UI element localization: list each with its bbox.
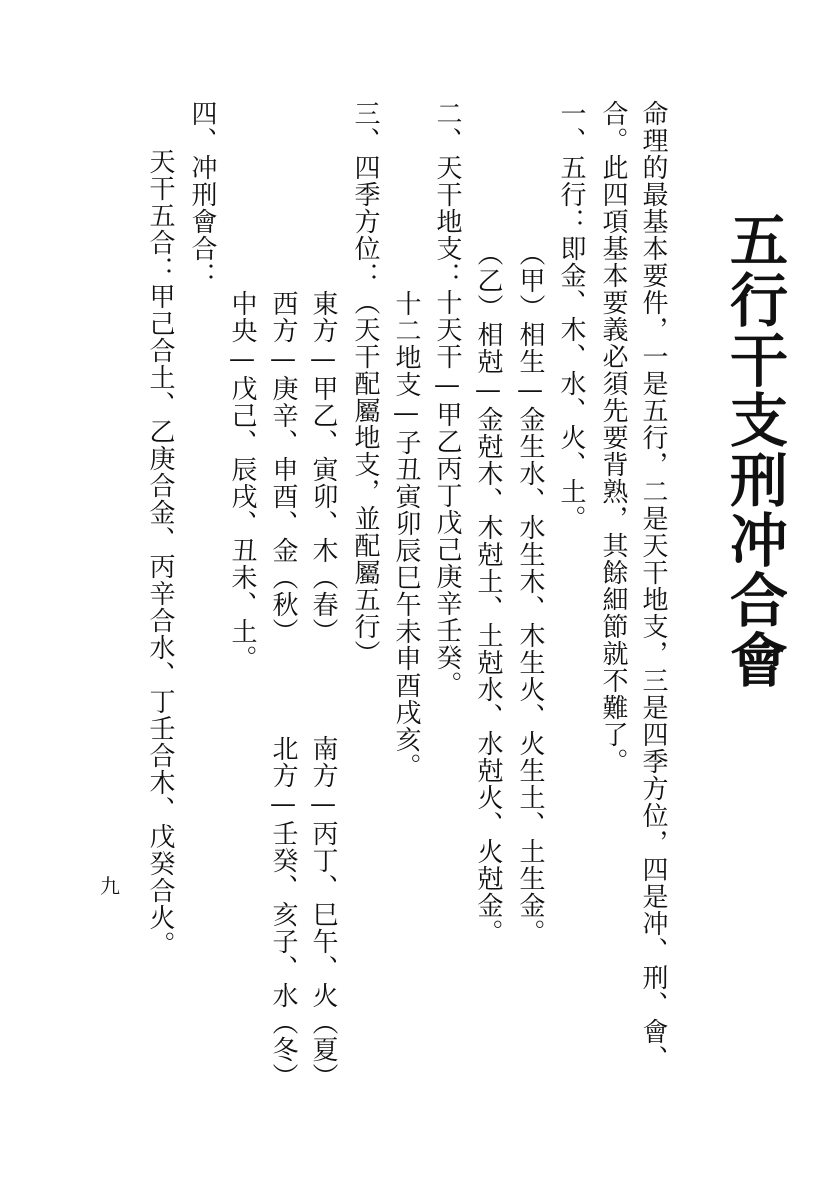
page-title: 五行干支刑冲合會 xyxy=(720,210,788,690)
text-column-1: 命理的最基本要件，一是五行，二是天干地支，三是四季方位，四是冲、刑、會、 xyxy=(638,100,668,1072)
text-column-4: （甲）相生—金生水、水生木、木生火、火生土、土生金。 xyxy=(515,240,545,946)
text-column-10: 南方—丙丁、巳午、火（夏） xyxy=(308,735,338,1090)
text-column-3: 一、五行：即金、木、水、火、土。 xyxy=(556,100,586,532)
text-column-12: 北方—壬癸、亥子、水（冬） xyxy=(268,735,298,1090)
text-column-15: 天干五合：甲己合土、乙庚合金、丙辛合水、丁壬合木、戊癸合火。 xyxy=(145,148,175,958)
page-number: 九 xyxy=(100,874,120,898)
text-column-14: 四、冲刑會合： xyxy=(187,100,217,289)
text-column-13: 中央—戊己、辰戌、丑未、土。 xyxy=(227,290,257,672)
text-column-11: 西方—庚辛、申酉、金（秋） xyxy=(268,290,298,645)
text-column-7: 十二地支—子丑寅卯辰巳午未申酉戌亥。 xyxy=(391,290,421,780)
text-column-5: （乙）相尅—金尅木、木尅土、土尅水、水尅火、火尅金。 xyxy=(473,240,503,946)
text-column-9: 東方—甲乙、寅卯、木（春） xyxy=(308,290,338,645)
text-column-8: 三、四季方位：（天干配屬地支，並配屬五行） xyxy=(350,100,380,667)
text-column-2: 合。此四項基本要義必須先要背熟，其餘細節就不難了。 xyxy=(598,100,628,775)
text-column-6: 二、天干地支：十天干—甲乙丙丁戊己庚辛壬癸。 xyxy=(432,100,462,698)
